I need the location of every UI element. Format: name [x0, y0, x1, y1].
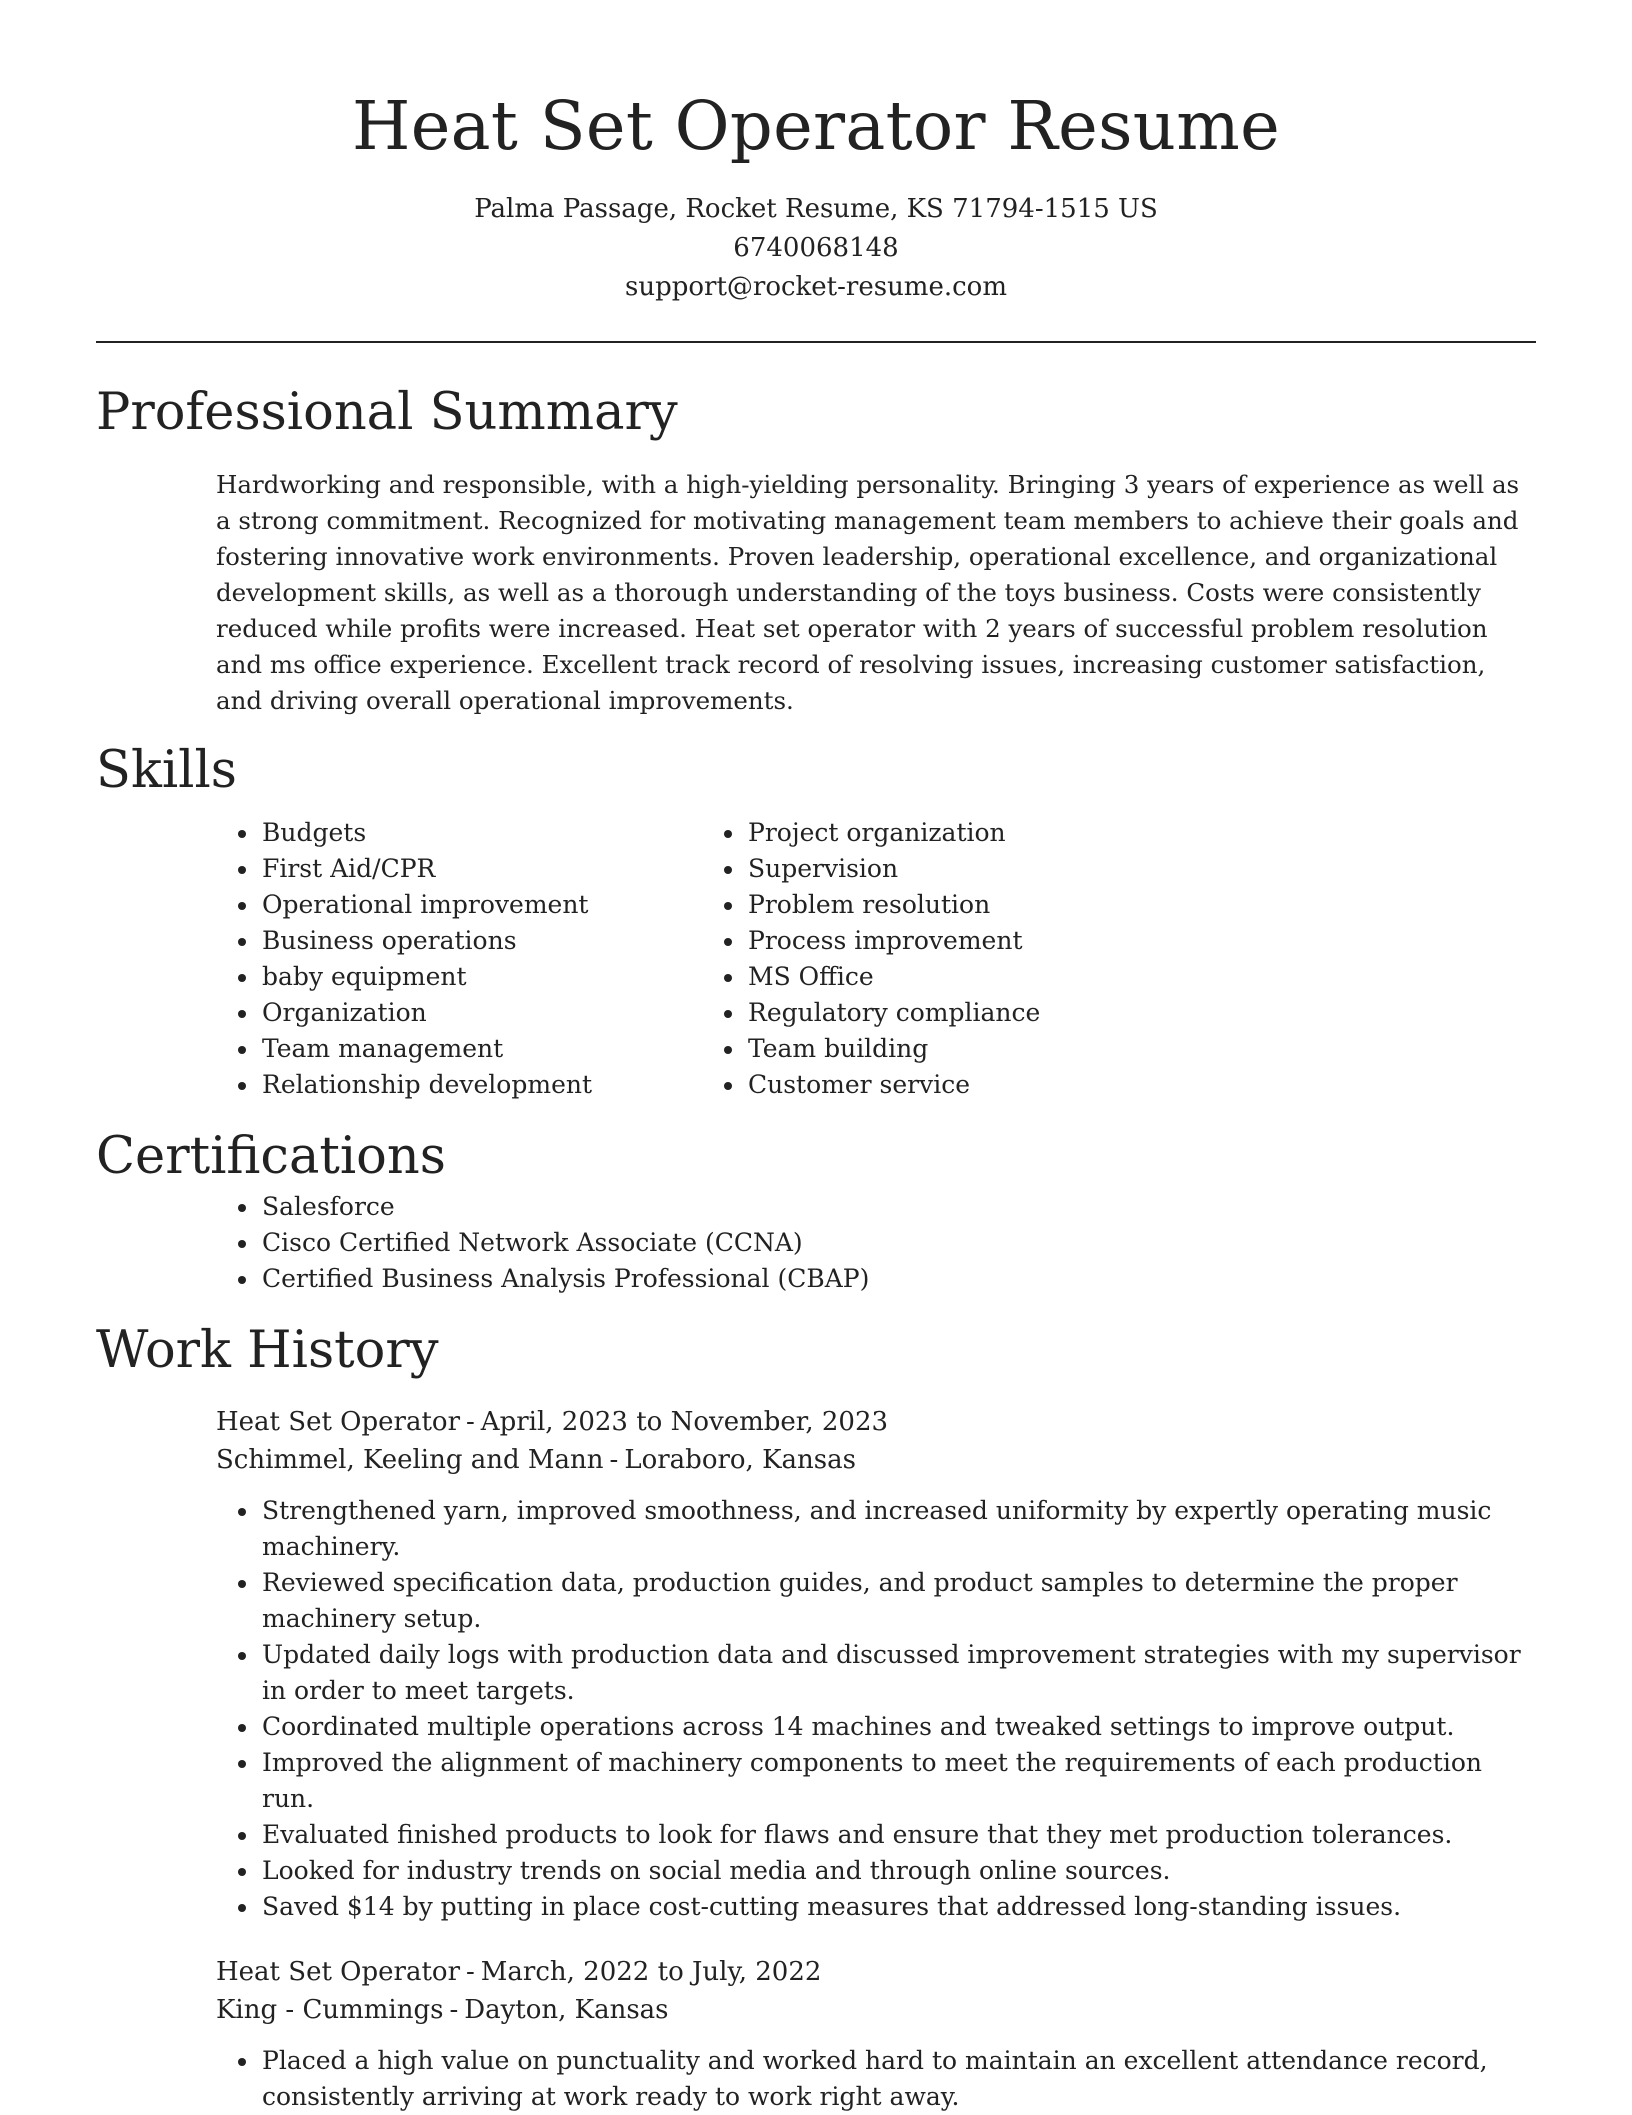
responsibility-item: • Looked for industry trends on social media and through online sources.: [260, 1853, 1536, 1889]
job-dates: March, 2022 to July, 2022: [480, 1957, 822, 1987]
job-dates: April, 2023 to November, 2023: [480, 1407, 889, 1437]
responsibility-item: • Saved $14 by putting in place cost-cutting measures that addressed long-standing issues.: [260, 1889, 1536, 1925]
skills-column-right: [582, 815, 1206, 1103]
resume-header: [96, 0, 1536, 307]
phone: 6740068148: [733, 233, 899, 263]
address: Palma Passage, Rocket Resume, KS 71794-1515 US: [474, 194, 1158, 224]
job-title-line: Heat Set Operator - March, 2022 to July, 2022: [216, 1957, 822, 1987]
skills-list: [96, 815, 1536, 1103]
skill-item: • Problem resolution: [746, 887, 1206, 923]
responsibility-item: • Coordinated multiple operations across 14 machines and tweaked settings to improve output.: [260, 1709, 1536, 1745]
certification-item: • Salesforce: [260, 1189, 1536, 1225]
contact-info: [96, 190, 1536, 307]
job-company: King - Cummings: [216, 1995, 444, 2025]
skill-item: • Organization: [260, 995, 746, 1031]
responsibility-item: • Evaluated finished products to look for flaws and ensure that they met production tolerances.: [260, 1817, 1536, 1853]
certification-item: • Certified Business Analysis Professional (CBAP): [260, 1261, 1536, 1297]
skill-item: • First Aid/CPR: [260, 851, 746, 887]
job-entry: [216, 1953, 1536, 2115]
job-company-line: Schimmel, Keeling and Mann - Loraboro, Kansas: [216, 1445, 856, 1475]
skill-item: • Relationship development: [260, 1067, 746, 1103]
certification-item: • Cisco Certified Network Associate (CCNA): [260, 1225, 1536, 1261]
job-responsibilities: [216, 2043, 1536, 2115]
responsibility-item: • Strengthened yarn, improved smoothness, and increased uniformity by expertly operating music machinery.: [260, 1493, 1536, 1565]
resume-title: Heat Set Operator Resume: [351, 87, 1281, 165]
job-company-line: King - Cummings - Dayton, Kansas: [216, 1995, 669, 2025]
skill-item: • Operational improvement: [260, 887, 746, 923]
skill-item: • Project organization: [746, 815, 1206, 851]
skill-item: • Team management: [260, 1031, 746, 1067]
job-responsibilities: [216, 1493, 1536, 1925]
skill-item: • baby equipment: [260, 959, 746, 995]
job-location: Loraboro, Kansas: [624, 1445, 856, 1475]
job-location: Dayton, Kansas: [464, 1995, 669, 2025]
skill-item: • Budgets: [260, 815, 746, 851]
skill-item: • Team building: [746, 1031, 1206, 1067]
responsibility-item: • Updated daily logs with production data and discussed improvement strategies with my supervisor in order to meet targets.: [260, 1637, 1536, 1709]
job-role: Heat Set Operator: [216, 1957, 460, 1987]
header-divider: [96, 341, 1536, 343]
responsibility-item: • Improved the alignment of machinery components to meet the requirements of each production run.: [260, 1745, 1536, 1817]
skills-heading: Skills: [96, 741, 237, 800]
email: support@rocket-resume.com: [624, 272, 1007, 302]
skill-item: • Regulatory compliance: [746, 995, 1206, 1031]
job-role: Heat Set Operator: [216, 1407, 460, 1437]
summary-text: Hardworking and responsible, with a high-yielding personality. Bringing 3 years of experience as well as a strong commitment. Recognized for motivating management team members to achieve their goals and fostering innovative work environments. Proven leadership, operational excellence, and organizational development skills, as well as a thorough understanding of the toys business. Costs were consistently reduced while profits were increased. Heat set operator with 2 years of successful problem resolution and ms office experience. Excellent track record of resolving issues, increasing customer satisfaction, and driving overall operational improvements.: [216, 470, 1520, 715]
certifications-list: [96, 1189, 1536, 1297]
responsibility-item: • Placed a high value on punctuality and worked hard to maintain an excellent attendance record, consistently arriving at work ready to work right away.: [260, 2043, 1536, 2115]
certifications-heading: Certifications: [96, 1127, 446, 1186]
responsibility-item: • Reviewed specification data, production guides, and product samples to determine the proper machinery setup.: [260, 1565, 1536, 1637]
work-history-heading: Work History: [96, 1321, 439, 1380]
job-entry: [216, 1403, 1536, 1925]
job-company: Schimmel, Keeling and Mann: [216, 1445, 604, 1475]
summary-heading: Professional Summary: [96, 383, 678, 442]
job-title-line: Heat Set Operator - April, 2023 to November, 2023: [216, 1407, 889, 1437]
skill-item: • MS Office: [746, 959, 1206, 995]
skill-item: • Process improvement: [746, 923, 1206, 959]
skill-item: • Supervision: [746, 851, 1206, 887]
skill-item: • Customer service: [746, 1067, 1206, 1103]
skill-item: • Business operations: [260, 923, 746, 959]
